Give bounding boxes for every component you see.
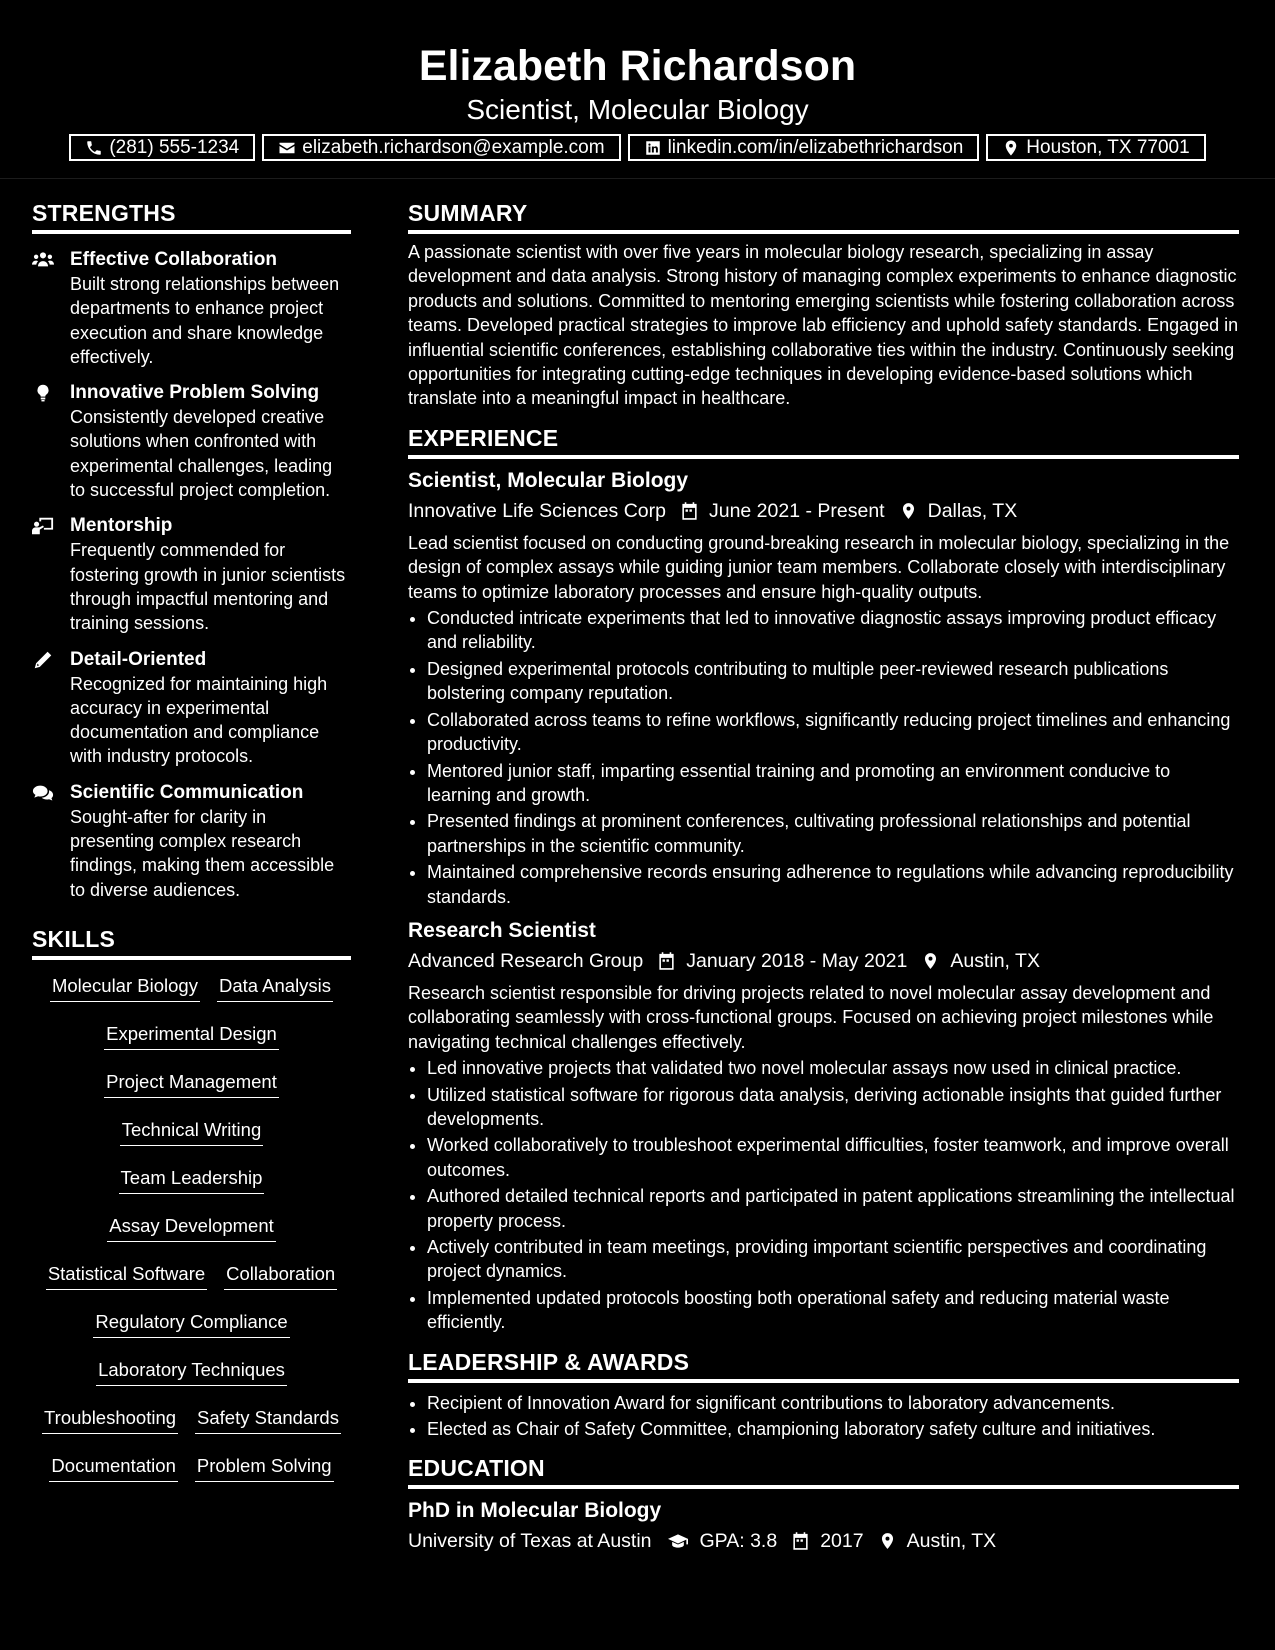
location-text: Houston, TX 77001 xyxy=(1026,136,1190,158)
resume-header xyxy=(0,0,1275,179)
strength-title: Mentorship xyxy=(70,515,173,537)
skill-tag: Safety Standards xyxy=(195,1406,341,1434)
job-company: Innovative Life Sciences Corp xyxy=(408,499,666,522)
strength-title: Scientific Communication xyxy=(70,781,304,803)
leadership-list xyxy=(408,1391,1239,1442)
strength-item xyxy=(32,648,351,769)
strength-title: Detail-Oriented xyxy=(70,648,207,670)
email-text: elizabeth.richardson@example.com xyxy=(302,136,605,158)
email-chip[interactable] xyxy=(262,134,620,161)
comments-icon xyxy=(32,783,54,803)
job-description: Lead scientist focused on conducting ground-breaking research in molecular biology, specializing in the design of complex assays while guiding junior team members. Collaborate closely with interdisciplinary teams to optimize laboratory processes and ensure high-quality outputs. xyxy=(408,532,1230,602)
job-entry xyxy=(408,467,1239,909)
phone-text: (281) 555-1234 xyxy=(109,136,240,158)
skills-heading: SKILLS xyxy=(32,924,351,960)
strength-desc: Recognized for maintaining high accuracy in experimental documentation and compliance with industry protocols. xyxy=(70,673,328,767)
leadership-heading: LEADERSHIP & AWARDS xyxy=(408,1347,1239,1383)
contact-bar xyxy=(0,134,1275,161)
users-icon xyxy=(32,250,54,270)
strength-desc: Frequently commended for fostering growth in junior scientists through impactful mentoring and training sessions. xyxy=(70,540,346,634)
job-location: Austin, TX xyxy=(950,949,1040,972)
skill-tag: Statistical Software xyxy=(46,1262,207,1290)
job-description: Research scientist responsible for driving projects related to novel molecular assay development and collaborating seamlessly with cross-functional groups. Focused on achieving project milestones while navigating technical challenges effectively. xyxy=(408,982,1214,1052)
linkedin-text: linkedin.com/in/elizabethrichardson xyxy=(667,136,964,158)
job-company: Advanced Research Group xyxy=(408,949,644,972)
calendar-icon xyxy=(680,501,699,521)
list-item: • Conducted intricate experiments that led to innovative diagnostic assays improving product efficacy and reliability. xyxy=(427,606,1239,655)
strength-item xyxy=(32,381,351,502)
education-meta xyxy=(408,1527,1239,1555)
list-item: • Maintained comprehensive records ensuring adherence to regulations while advancing reproducibility standards. xyxy=(427,860,1239,909)
strength-desc: Sought-after for clarity in presenting complex research findings, making them accessible to diverse audiences. xyxy=(70,806,335,900)
phone-icon xyxy=(85,139,103,157)
linkedin-chip[interactable] xyxy=(628,134,980,161)
skill-tag: Troubleshooting xyxy=(42,1406,178,1434)
skill-tag: Collaboration xyxy=(224,1262,337,1290)
list-item: • Elected as Chair of Safety Committee, championing laboratory safety culture and initiatives. xyxy=(427,1417,1239,1441)
skill-tag: Regulatory Compliance xyxy=(93,1310,289,1338)
strength-desc: Built strong relationships between departments to enhance project execution and share knowledge effectively. xyxy=(70,274,340,367)
summary-text: A passionate scientist with over five years in molecular biology research, specializing in assay development and data analysis. Strong history of managing complex experiments to enhance diagnostic products and solutions. Committed to mentoring emerging scientists while fostering collaboration across teams. Developed practical strategies to improve lab efficiency and uphold safety standards. Engaged in influential scientific conferences, establishing collaborative ties within the industry. Continuously seeking opportunities for integrating cutting-edge techniques in developing evidence-based solutions which translate into a meaningful impact in healthcare. xyxy=(408,242,1239,409)
skill-tag: Team Leadership xyxy=(119,1166,265,1194)
graduation-year: 2017 xyxy=(820,1530,864,1553)
list-item: • Authored detailed technical reports and participated in patent applications streamlining the intellectual property process. xyxy=(427,1184,1239,1233)
skill-tag: Problem Solving xyxy=(195,1454,334,1482)
education-location: Austin, TX xyxy=(906,1530,997,1553)
degree-title: PhD in Molecular Biology xyxy=(408,1499,662,1523)
map-marker-icon xyxy=(1002,139,1020,157)
list-item: • Designed experimental protocols contributing to multiple peer-reviewed research publications bolstering company reputation. xyxy=(427,657,1239,706)
strength-desc: Consistently developed creative solutions when confronted with experimental challenges, leading to successful project completion. xyxy=(70,407,333,501)
list-item: • Collaborated across teams to refine workflows, significantly reducing project timelines and enhancing productivity. xyxy=(427,708,1239,757)
experience-heading: EXPERIENCE xyxy=(408,423,1239,459)
list-item: • Implemented updated protocols boosting both operational safety and reducing material waste efficiently. xyxy=(427,1286,1239,1335)
job-meta xyxy=(408,497,1239,525)
list-item: • Utilized statistical software for rigorous data analysis, deriving actionable insights that guided further developments. xyxy=(427,1083,1239,1132)
skill-tag: Technical Writing xyxy=(120,1118,264,1146)
job-location: Dallas, TX xyxy=(927,499,1018,522)
job-title: Scientist, Molecular Biology xyxy=(408,468,689,492)
skill-tag: Molecular Biology xyxy=(50,974,200,1002)
graduation-cap-icon xyxy=(666,1531,690,1551)
list-item: • Presented findings at prominent conferences, cultivating professional relationships and potential partnerships in the scientific community. xyxy=(427,809,1239,858)
map-marker-icon xyxy=(878,1531,897,1551)
skill-tag: Documentation xyxy=(49,1454,177,1482)
job-bullets xyxy=(408,606,1239,909)
summary-heading: SUMMARY xyxy=(408,198,1239,234)
main-content xyxy=(408,198,1239,1561)
calendar-icon xyxy=(657,951,676,971)
list-item: • Recipient of Innovation Award for significant contributions to laboratory advancements. xyxy=(427,1391,1239,1415)
pencil-icon xyxy=(32,650,54,670)
school-name: University of Texas at Austin xyxy=(408,1530,652,1553)
skill-tag: Experimental Design xyxy=(104,1022,279,1050)
skill-tag: Data Analysis xyxy=(217,974,333,1002)
job-bullets xyxy=(408,1056,1239,1334)
strengths-heading: STRENGTHS xyxy=(32,198,351,234)
list-item: • Actively contributed in team meetings, providing important scientific perspectives and coordinating project dynamics. xyxy=(427,1235,1239,1284)
linkedin-icon xyxy=(644,139,662,157)
skills-list xyxy=(32,968,351,1496)
sidebar xyxy=(32,198,351,1496)
list-item: • Led innovative projects that validated two novel molecular assays now used in clinical practice. xyxy=(427,1056,1239,1080)
skill-tag: Laboratory Techniques xyxy=(96,1358,287,1386)
candidate-name: Elizabeth Richardson xyxy=(418,42,857,90)
education-entry xyxy=(408,1497,1239,1555)
education-heading: EDUCATION xyxy=(408,1453,1239,1489)
map-marker-icon xyxy=(921,951,940,971)
strength-title: Effective Collaboration xyxy=(70,249,277,270)
strength-title: Innovative Problem Solving xyxy=(70,382,320,404)
candidate-title: Scientist, Molecular Biology xyxy=(466,94,809,125)
strength-item xyxy=(32,514,351,635)
job-meta xyxy=(408,947,1239,975)
map-marker-icon xyxy=(899,501,918,521)
location-chip xyxy=(986,134,1205,161)
skill-tag: Project Management xyxy=(104,1070,279,1098)
strength-item xyxy=(32,781,351,902)
envelope-icon xyxy=(278,139,296,157)
list-item: • Mentored junior staff, imparting essential training and promoting an environment conducive to learning and growth. xyxy=(427,759,1239,808)
phone-chip[interactable] xyxy=(69,134,255,161)
list-item: • Worked collaboratively to troubleshoot experimental difficulties, foster teamwork, and improve overall outcomes. xyxy=(427,1133,1239,1182)
job-entry xyxy=(408,917,1239,1335)
gpa-text: GPA: 3.8 xyxy=(699,1530,778,1553)
calendar-icon xyxy=(791,1531,810,1551)
job-title: Research Scientist xyxy=(408,918,596,942)
lightbulb-icon xyxy=(32,383,54,403)
skill-tag: Assay Development xyxy=(107,1214,276,1242)
chalkboard-teacher-icon xyxy=(32,516,54,536)
job-dates: June 2021 - Present xyxy=(708,499,885,522)
job-dates: January 2018 - May 2021 xyxy=(686,949,908,972)
strength-item xyxy=(32,248,351,369)
